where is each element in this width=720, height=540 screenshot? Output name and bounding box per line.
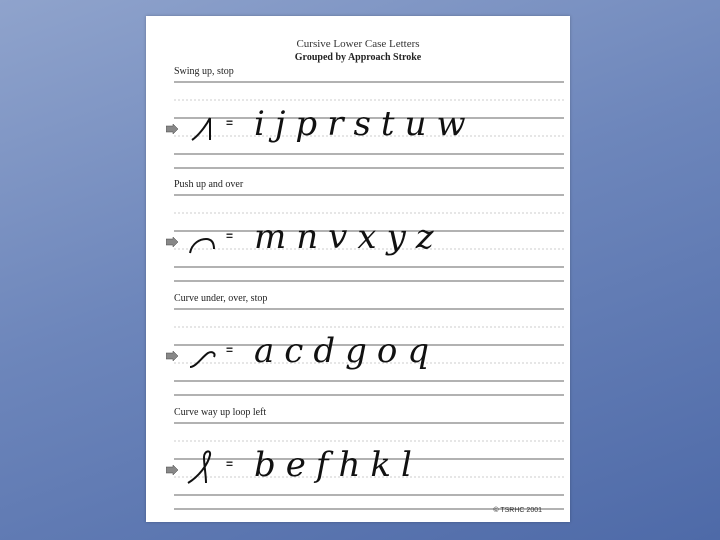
- cursive-letter: e: [285, 445, 306, 485]
- cursive-letter: z: [415, 217, 434, 257]
- cursive-letter: r: [327, 104, 344, 144]
- cursive-letter: k: [370, 445, 391, 485]
- section-curve-way-up-loop-left: [146, 407, 570, 519]
- arrow-right-icon: [166, 351, 178, 361]
- cursive-letter: v: [328, 217, 348, 257]
- cursive-letter: a: [254, 331, 275, 371]
- cursive-letter: u: [404, 104, 427, 144]
- cursive-letter: g: [345, 331, 367, 371]
- cursive-letter: l: [401, 445, 412, 485]
- cursive-letter: o: [376, 331, 398, 371]
- equals-sign: =: [226, 116, 234, 130]
- worksheet-title: Cursive Lower Case Letters: [296, 38, 420, 50]
- cursive-letter: f: [315, 445, 329, 485]
- cursive-letter: x: [357, 217, 377, 257]
- letter-row: [254, 445, 554, 505]
- cursive-letter: s: [353, 104, 371, 144]
- cursive-letter: t: [380, 104, 395, 144]
- approach-stroke-sample: [184, 447, 224, 487]
- arrow-right-icon: [166, 237, 178, 247]
- section-label: Curve way up loop left: [174, 407, 267, 418]
- cursive-letter: w: [436, 104, 466, 144]
- cursive-letter: b: [254, 445, 276, 485]
- section-label: Swing up, stop: [174, 66, 234, 77]
- section-swing-up-stop: [146, 66, 570, 178]
- section-label: Curve under, over, stop: [174, 293, 268, 304]
- cursive-letter: j: [274, 104, 286, 144]
- cursive-letter: m: [254, 217, 287, 257]
- arrow-right-icon: [166, 124, 178, 134]
- arrow-right-icon: [166, 465, 178, 475]
- equals-sign: =: [226, 343, 234, 357]
- cursive-letter: c: [284, 331, 304, 371]
- cursive-letter: d: [313, 331, 336, 371]
- cursive-letter: n: [296, 217, 319, 257]
- section-label: Push up and over: [174, 179, 244, 190]
- section-curve-under-over-stop: [146, 293, 570, 405]
- cursive-letter: h: [338, 445, 361, 485]
- worksheet-page: [146, 16, 570, 522]
- approach-stroke-sample: [184, 219, 224, 259]
- approach-stroke-sample: [184, 333, 224, 373]
- copyright-notice: © TSRHC 2001: [493, 507, 542, 514]
- approach-stroke-sample: [184, 106, 224, 146]
- section-push-up-over: [146, 179, 570, 291]
- worksheet-subtitle: Grouped by Approach Stroke: [294, 52, 422, 63]
- letter-row: [254, 217, 554, 277]
- cursive-letter: q: [407, 331, 430, 371]
- cursive-letter: i: [254, 104, 265, 144]
- letter-row: [254, 104, 554, 164]
- cursive-letter: y: [386, 217, 406, 257]
- equals-sign: =: [226, 457, 234, 471]
- letter-row: [254, 331, 554, 391]
- cursive-letter: p: [295, 104, 318, 144]
- equals-sign: =: [226, 229, 234, 243]
